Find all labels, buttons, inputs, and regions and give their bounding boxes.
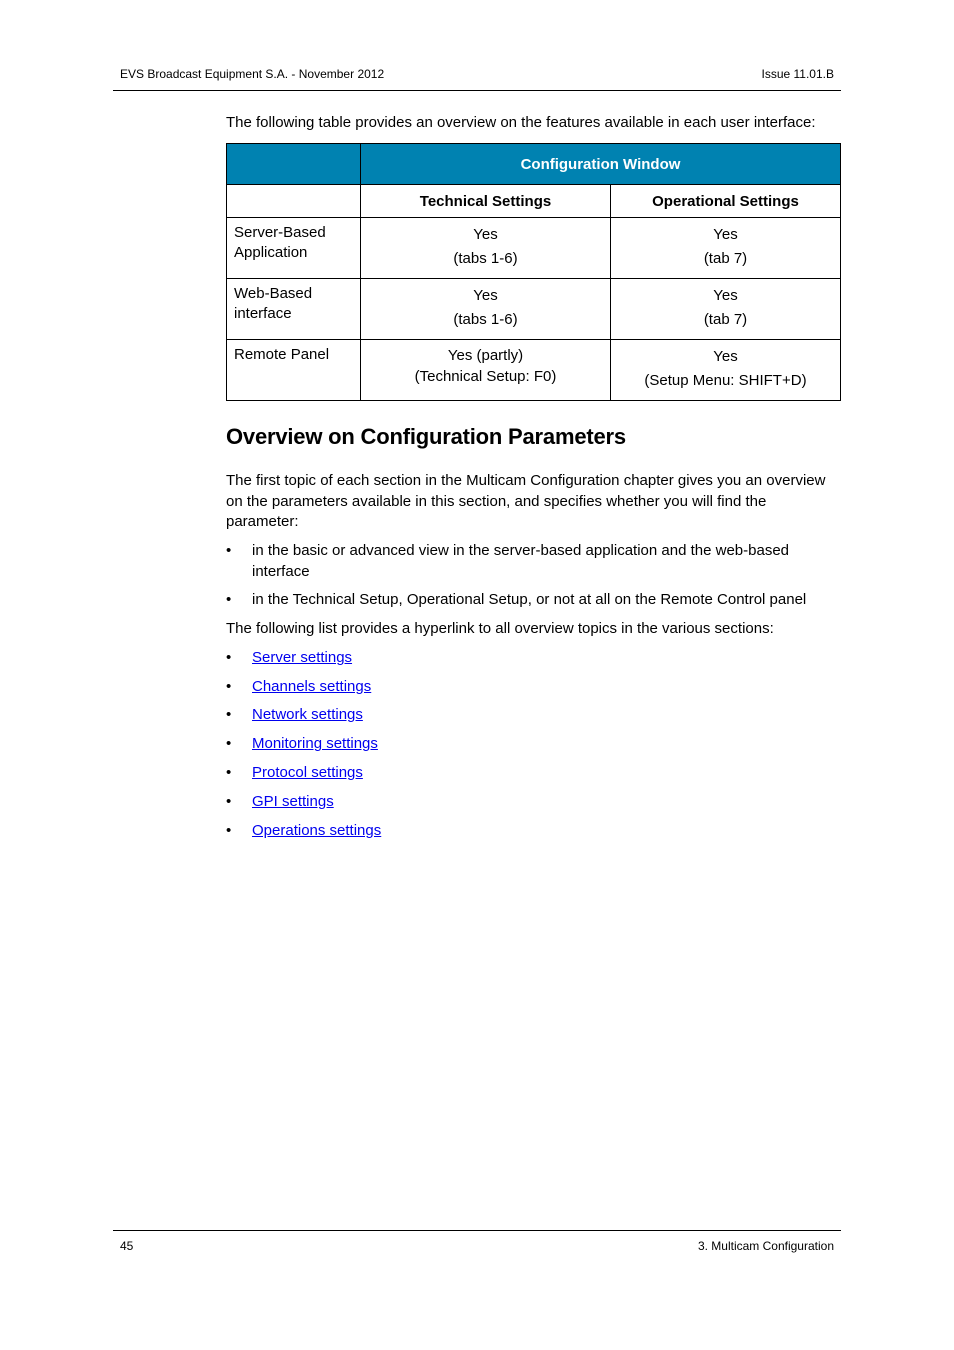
table-intro: The following table provides an overview on the features available in each user interface: (226, 114, 816, 131)
technical-cell (361, 340, 611, 401)
row-label-line: interface (234, 305, 292, 322)
link-item (226, 705, 841, 727)
bullet-icon: • (226, 678, 232, 695)
bullet-icon: • (226, 793, 232, 810)
list-item-text: in the Technical Setup, Operational Setup, or not at all on the Remote Control panel (252, 591, 807, 608)
row-label-line: Application (234, 244, 308, 261)
row-label (227, 340, 361, 401)
link-item (226, 763, 841, 785)
links-intro: The following list provides a hyperlink to all overview topics in the various sections: (226, 620, 774, 637)
interface-overview-table (226, 143, 841, 401)
page-footer (113, 1230, 841, 1261)
row-label (227, 218, 361, 279)
operational-cell (611, 340, 841, 401)
bullet-icon: • (226, 822, 232, 839)
cell-line: Yes (713, 226, 738, 243)
bullet-icon: • (226, 706, 232, 723)
link-item (226, 821, 841, 843)
table-row (227, 279, 841, 340)
cell-line: (tabs 1-6) (453, 250, 518, 267)
table-empty-header-cell (227, 185, 361, 218)
cell-line: (Setup Menu: SHIFT+D) (644, 372, 807, 389)
table-row (227, 340, 841, 401)
link-item (226, 792, 841, 814)
link-item (226, 734, 841, 756)
operational-settings-header: Operational Settings (611, 185, 841, 218)
technical-cell (361, 279, 611, 340)
cell-line: Yes (473, 287, 498, 304)
server-settings-link[interactable]: Server settings (252, 649, 353, 666)
cell-line: Yes (713, 287, 738, 304)
cell-line: Yes (713, 348, 738, 365)
list-item (226, 541, 841, 583)
gpi-settings-link[interactable]: GPI settings (252, 793, 334, 810)
operational-cell (611, 279, 841, 340)
row-label-line: Server-Based (234, 224, 326, 241)
page-number: 45 (120, 1239, 134, 1253)
table-group-header-row (227, 144, 841, 185)
row-label-line: Web-Based (234, 285, 313, 302)
cell-line: (tab 7) (703, 311, 748, 328)
header-issue: Issue 11.01.B (761, 67, 834, 81)
table-column-header-row (227, 185, 841, 218)
operational-cell (611, 218, 841, 279)
table-corner-cell (227, 144, 361, 185)
table-row (227, 218, 841, 279)
cell-line: Yes (partly) (447, 347, 524, 364)
section-paragraph: The first topic of each section in the Multicam Configuration chapter gives you an overview on the parameters available in this section, and specifies whether you will find the parameter: (226, 472, 826, 530)
cell-line: (tabs 1-6) (453, 311, 518, 328)
row-label-line: Remote Panel (234, 346, 330, 363)
page-header (113, 60, 841, 91)
operations-settings-link[interactable]: Operations settings (252, 822, 382, 839)
chapter-name: 3. Multicam Configuration (697, 1239, 834, 1253)
bullet-icon: • (226, 735, 232, 752)
link-item (226, 677, 841, 699)
link-item (226, 648, 841, 670)
network-settings-link[interactable]: Network settings (252, 706, 363, 723)
row-label (227, 279, 361, 340)
cell-line: (Technical Setup: F0) (414, 368, 557, 385)
bullet-icon: • (226, 591, 232, 608)
technical-cell (361, 218, 611, 279)
bullet-icon: • (226, 764, 232, 781)
bullet-icon: • (226, 542, 232, 559)
channels-settings-link[interactable]: Channels settings (252, 678, 372, 695)
protocol-settings-link[interactable]: Protocol settings (252, 764, 363, 781)
cell-line: (tab 7) (703, 250, 748, 267)
bullet-icon: • (226, 649, 232, 666)
technical-settings-header: Technical Settings (361, 185, 611, 218)
list-item-text: in the basic or advanced view in the server-based application and the web-based interface (252, 542, 789, 580)
configuration-window-header: Configuration Window (361, 144, 841, 185)
monitoring-settings-link[interactable]: Monitoring settings (252, 735, 378, 752)
header-publisher: EVS Broadcast Equipment S.A. - November 2012 (120, 67, 385, 81)
section-title: Overview on Configuration Parameters (226, 424, 626, 449)
cell-line: Yes (473, 226, 498, 243)
list-item (226, 590, 841, 612)
